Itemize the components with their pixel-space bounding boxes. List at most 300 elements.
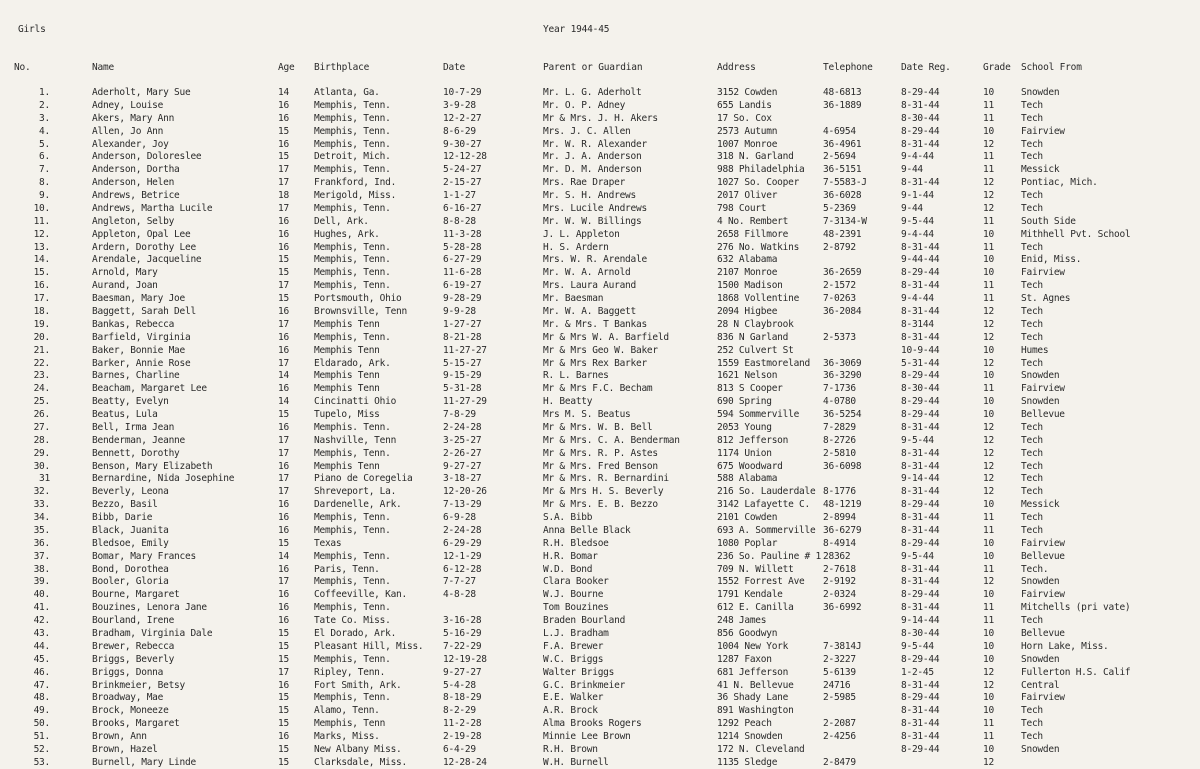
parent-guardian: F.A. Brewer (543, 640, 604, 652)
student-grade: 10 (983, 550, 994, 562)
student-address: 2017 Oliver (717, 190, 778, 201)
student-birthplace: Portsmouth, Ohio (314, 293, 402, 305)
table-row (0, 485, 1200, 498)
parent-guardian: Mr. S. H. Andrews (543, 190, 636, 201)
student-name: Allen, Jo Ann (92, 125, 164, 137)
table-row (0, 679, 1200, 692)
student-name: Aderholt, Mary Sue (92, 87, 191, 98)
student-birth-date: 8-21-28 (443, 331, 482, 343)
student-telephone: 36-2084 (823, 306, 862, 317)
student-name: Brown, Hazel (92, 743, 158, 755)
student-birth-date: 11-27-27 (443, 344, 487, 356)
student-address: 681 Jefferson (717, 666, 789, 678)
student-birthplace: Memphis, Tenn. (314, 125, 391, 137)
row-number: 9. (39, 190, 50, 201)
student-birthplace: Memphis Tenn (314, 460, 380, 472)
student-age: 16 (278, 331, 289, 343)
student-address: 4 No. Rembert (717, 215, 789, 227)
student-address: 836 N Garland (717, 331, 789, 343)
student-name: Briggs, Donna (92, 666, 164, 678)
student-address: 1135 Sledge (717, 756, 778, 768)
student-age: 16 (278, 679, 289, 691)
student-birthplace: Atlanta, Ga. (314, 87, 380, 98)
row-number: 30. (33, 460, 50, 472)
parent-guardian: H.R. Bomar (543, 550, 598, 562)
student-birth-date: 7-7-27 (443, 576, 476, 588)
student-grade: 11 (983, 215, 994, 227)
student-age: 16 (278, 215, 289, 227)
school-from: Mithhell Pvt. School (1021, 228, 1131, 240)
student-address: 1007 Monroe (717, 138, 778, 150)
student-birth-date: 11-6-28 (443, 267, 482, 279)
student-name: Brown, Ann (92, 731, 147, 742)
student-address: 3142 Lafayette C. (717, 499, 810, 511)
table-row (0, 575, 1200, 588)
student-address: 2101 Cowden (717, 512, 778, 523)
school-from: Enid, Miss. (1021, 254, 1082, 266)
student-birth-date: 9-15-29 (443, 370, 482, 382)
student-address: 2573 Autumn (717, 125, 778, 137)
student-age: 17 (278, 177, 289, 189)
student-birth-date: 9-9-28 (443, 306, 476, 317)
student-birth-date: 9-27-27 (443, 666, 482, 678)
table-row (0, 112, 1200, 125)
student-birthplace: Nashville, Tenn (314, 434, 397, 446)
registration-date: 8-31-44 (901, 602, 940, 614)
school-from: Humes (1021, 344, 1049, 356)
student-age: 14 (278, 550, 289, 562)
student-birthplace: Detroit, Mich. (314, 151, 391, 163)
student-address: 612 E. Canilla (717, 602, 794, 614)
school-from: Bellevue (1021, 628, 1065, 639)
student-birth-date: 5-4-28 (443, 679, 476, 691)
parent-guardian: G.C. Brinkmeier (543, 679, 626, 691)
student-birthplace: Memphis. Tenn. (314, 421, 391, 433)
student-name: Barfield, Virginia (92, 331, 191, 343)
student-telephone: 2-5373 (823, 331, 856, 343)
student-name: Bouzines, Lenora Jane (92, 602, 207, 614)
school-from: Fullerton H.S. Calif (1021, 666, 1131, 678)
table-row (0, 511, 1200, 524)
row-number: 4. (39, 125, 50, 137)
student-age: 16 (278, 602, 289, 614)
student-birthplace: Marks, Miss. (314, 731, 380, 742)
sheet-year-title: Year 1944-45 (543, 24, 610, 35)
student-address: 709 N. Willett (717, 563, 794, 575)
student-birthplace: Dardenelle, Ark. (314, 499, 402, 511)
school-from: Tech. (1021, 563, 1049, 575)
parent-guardian: Mr & Mrs. J. H. Akers (543, 112, 658, 124)
student-telephone: 7-3134-W (823, 215, 867, 227)
student-birthplace: New Albany Miss. (314, 743, 402, 755)
student-grade: 12 (983, 190, 994, 201)
parent-guardian: R. L. Barnes (543, 370, 609, 382)
row-number: 53. (33, 756, 50, 768)
student-name: Brooks, Margaret (92, 718, 180, 730)
table-row (0, 730, 1200, 743)
student-age: 16 (278, 512, 289, 523)
row-number: 33. (33, 499, 50, 511)
registration-date: 8-29-44 (901, 396, 940, 408)
student-telephone: 36-6028 (823, 190, 862, 201)
student-grade: 12 (983, 756, 994, 768)
student-birthplace: Memphis Tenn (314, 370, 380, 382)
table-row (0, 537, 1200, 550)
student-telephone: 36-6279 (823, 524, 862, 536)
student-age: 16 (278, 112, 289, 124)
parent-guardian: Anna Belle Black (543, 524, 631, 536)
student-telephone: 2-8792 (823, 241, 856, 253)
student-age: 15 (278, 653, 289, 665)
row-number: 11. (33, 215, 50, 227)
student-telephone: 2-9192 (823, 576, 856, 588)
row-number: 21. (33, 344, 50, 356)
student-address: 318 N. Garland (717, 151, 794, 163)
student-name: Akers, Mary Ann (92, 112, 175, 124)
student-birthplace: Paris, Tenn. (314, 563, 380, 575)
registration-date: 8-31-44 (901, 486, 940, 498)
registration-date: 9-4-44 (901, 228, 934, 240)
student-grade: 11 (983, 524, 994, 536)
student-telephone: 8-2726 (823, 434, 856, 446)
student-address: 2107 Monroe (717, 267, 778, 279)
table-row (0, 756, 1200, 769)
student-name: Appleton, Opal Lee (92, 228, 191, 240)
student-age: 15 (278, 151, 289, 163)
student-birth-date: 11-2-28 (443, 718, 482, 730)
student-birth-date: 6-9-28 (443, 512, 476, 523)
parent-guardian: Mr. & Mrs. T Bankas (543, 318, 647, 330)
table-row (0, 421, 1200, 434)
student-age: 16 (278, 344, 289, 356)
student-address: 1292 Peach (717, 718, 772, 730)
student-address: 2094 Higbee (717, 306, 778, 317)
school-from: Snowden (1021, 653, 1060, 665)
table-row (0, 266, 1200, 279)
table-row (0, 202, 1200, 215)
table-row (0, 704, 1200, 717)
parent-guardian: Mr & Mrs. W. B. Bell (543, 421, 653, 433)
student-grade: 10 (983, 228, 994, 240)
student-birthplace: Eldarado, Ark. (314, 357, 391, 369)
registration-date: 9-14-44 (901, 473, 940, 485)
student-name: Beatty, Evelyn (92, 396, 169, 408)
school-from: Fairview (1021, 589, 1065, 601)
student-address: 2053 Young (717, 421, 772, 433)
parent-guardian: Mr & Mrs H. S. Beverly (543, 486, 664, 498)
student-name: Bezzo, Basil (92, 499, 158, 511)
student-birth-date: 9-27-27 (443, 460, 482, 472)
student-birth-date: 12-20-26 (443, 486, 487, 498)
student-name: Anderson, Doloreslee (92, 151, 202, 163)
school-from: Tech (1021, 615, 1043, 627)
student-birthplace: Ripley, Tenn. (314, 666, 386, 678)
student-telephone: 24716 (823, 679, 851, 691)
school-from: Fairview (1021, 537, 1065, 549)
registration-date: 8-29-44 (901, 267, 940, 279)
student-address: 28 N Claybrook (717, 318, 794, 330)
student-name: Bennett, Dorothy (92, 447, 180, 459)
registration-date: 9-4-44 (901, 151, 934, 163)
registration-date: 8-29-44 (901, 743, 940, 755)
student-age: 15 (278, 705, 289, 717)
col-header-date-reg: Date Reg. (901, 62, 951, 73)
school-from: Pontiac, Mich. (1021, 177, 1098, 189)
student-grade: 11 (983, 718, 994, 730)
student-grade: 10 (983, 267, 994, 279)
school-from: Tech (1021, 512, 1043, 523)
student-birthplace: Memphis Tenn (314, 318, 380, 330)
registration-date: 8-29-44 (901, 87, 940, 98)
student-birth-date: 6-29-29 (443, 537, 482, 549)
student-birth-date: 5-24-27 (443, 164, 482, 176)
student-birthplace: Cincinatti Ohio (314, 396, 397, 408)
table-row (0, 640, 1200, 653)
parent-guardian: W.J. Bourne (543, 589, 604, 601)
student-grade: 10 (983, 344, 994, 356)
student-telephone: 4-0780 (823, 396, 856, 408)
student-name: Brinkmeier, Betsy (92, 679, 185, 691)
student-age: 15 (278, 254, 289, 266)
parent-guardian: Mrs. Lucile Andrews (543, 202, 647, 214)
table-row (0, 395, 1200, 408)
registration-date: 8-31-44 (901, 512, 940, 523)
parent-guardian: Mr & Mrs Geo W. Baker (543, 344, 658, 356)
school-from: Horn Lake, Miss. (1021, 640, 1109, 652)
row-number: 41. (33, 602, 50, 614)
student-address: 248 James (717, 615, 767, 627)
student-address: 216 So. Lauderdale (717, 486, 816, 498)
table-row (0, 614, 1200, 627)
student-birthplace: Coffeeville, Kan. (314, 589, 407, 601)
student-name: Bledsoe, Emily (92, 537, 169, 549)
student-address: 813 S Cooper (717, 383, 783, 395)
student-birthplace: Frankford, Ind. (314, 177, 397, 189)
student-age: 15 (278, 718, 289, 730)
registration-date: 8-29-44 (901, 537, 940, 549)
student-grade: 10 (983, 125, 994, 137)
table-row (0, 627, 1200, 640)
student-birth-date: 9-30-27 (443, 138, 482, 150)
student-birth-date: 12-1-29 (443, 550, 482, 562)
student-address: 41 N. Bellevue (717, 679, 794, 691)
student-address: 632 Alabama (717, 254, 778, 266)
school-from: Tech (1021, 705, 1043, 717)
student-age: 16 (278, 524, 289, 536)
registration-date: 8-31-44 (901, 460, 940, 472)
row-number: 48. (33, 692, 50, 704)
student-name: Angleton, Selby (92, 215, 175, 227)
table-row (0, 241, 1200, 254)
student-name: Bell, Irma Jean (92, 421, 175, 433)
registration-date: 9-4-44 (901, 293, 934, 305)
row-number: 29. (33, 447, 50, 459)
school-from: Tech (1021, 306, 1043, 317)
col-header-school: School From (1021, 62, 1082, 73)
student-age: 15 (278, 409, 289, 420)
student-birth-date: 12-12-28 (443, 151, 487, 163)
parent-guardian: E.E. Walker (543, 692, 604, 704)
student-grade: 10 (983, 370, 994, 382)
parent-guardian: Minnie Lee Brown (543, 731, 631, 742)
student-birthplace: Memphis, Tenn. (314, 164, 391, 176)
student-birth-date: 5-15-27 (443, 357, 482, 369)
student-birth-date: 1-27-27 (443, 318, 482, 330)
table-row (0, 150, 1200, 163)
table-row (0, 563, 1200, 576)
parent-guardian: Mr & Mrs Rex Barker (543, 357, 647, 369)
registration-date: 8-31-44 (901, 138, 940, 150)
col-header-age: Age (278, 62, 295, 73)
student-name: Barker, Annie Rose (92, 357, 191, 369)
row-number: 43. (33, 628, 50, 639)
student-age: 15 (278, 267, 289, 279)
student-address: 276 No. Watkins (717, 241, 800, 253)
row-number: 36. (33, 537, 50, 549)
row-number: 27. (33, 421, 50, 433)
student-birth-date: 6-12-28 (443, 563, 482, 575)
student-grade: 11 (983, 731, 994, 742)
student-birth-date: 11-27-29 (443, 396, 487, 408)
student-grade: 12 (983, 434, 994, 446)
student-birth-date: 8-6-29 (443, 125, 476, 137)
student-address: 1559 Eastmoreland (717, 357, 810, 369)
student-grade: 12 (983, 138, 994, 150)
student-grade: 10 (983, 87, 994, 98)
school-from: Bellevue (1021, 550, 1065, 562)
sheet-category-label: Girls (18, 24, 46, 35)
student-address: 17 So. Cox (717, 112, 772, 124)
parent-guardian: Mrs. J. C. Allen (543, 125, 631, 137)
col-header-telephone: Telephone (823, 62, 873, 73)
student-birth-date: 6-16-27 (443, 202, 482, 214)
row-number: 18. (33, 306, 50, 317)
student-age: 14 (278, 396, 289, 408)
school-from: Tech (1021, 434, 1043, 446)
student-name: Ardern, Dorothy Lee (92, 241, 196, 253)
school-from: Fairview (1021, 125, 1065, 137)
student-grade: 10 (983, 396, 994, 408)
student-birth-date: 3-25-27 (443, 434, 482, 446)
student-age: 17 (278, 318, 289, 330)
parent-guardian: W.H. Burnell (543, 756, 609, 768)
student-address: 891 Washington (717, 705, 794, 717)
registration-date: 8-31-44 (901, 731, 940, 742)
school-from: Tech (1021, 280, 1043, 292)
table-row (0, 588, 1200, 601)
registration-date: 5-31-44 (901, 357, 940, 369)
student-birth-date: 5-16-29 (443, 628, 482, 639)
row-number: 42. (33, 615, 50, 627)
student-birthplace: Dell, Ark. (314, 215, 369, 227)
student-birthplace: Texas (314, 537, 342, 549)
registration-date: 8-31-44 (901, 563, 940, 575)
col-header-date: Date (443, 62, 466, 73)
row-number: 16. (33, 280, 50, 292)
student-grade: 12 (983, 473, 994, 485)
student-telephone: 48-1219 (823, 499, 862, 511)
student-address: 1027 So. Cooper (717, 177, 800, 189)
student-age: 17 (278, 164, 289, 176)
school-from: Tech (1021, 112, 1043, 124)
row-number: 12. (33, 228, 50, 240)
student-age: 16 (278, 306, 289, 317)
student-age: 16 (278, 383, 289, 395)
student-name: Barnes, Charline (92, 370, 180, 382)
parent-guardian: Alma Brooks Rogers (543, 718, 642, 730)
table-row (0, 292, 1200, 305)
school-from: Tech (1021, 357, 1043, 369)
student-birthplace: Memphis, Tenn. (314, 550, 391, 562)
student-birthplace: Memphis, Tenn. (314, 653, 391, 665)
student-birthplace: Memphis Tenn (314, 344, 380, 356)
table-row (0, 408, 1200, 421)
registration-date: 9-44 (901, 202, 923, 214)
row-number: 34. (33, 512, 50, 523)
student-address: 1500 Madison (717, 280, 783, 292)
row-number: 10. (33, 202, 50, 214)
row-number: 37. (33, 550, 50, 562)
school-from: Snowden (1021, 370, 1060, 382)
table-row (0, 253, 1200, 266)
row-number: 2. (39, 99, 50, 111)
student-address: 1552 Forrest Ave (717, 576, 805, 588)
parent-guardian: Mr. W. R. Alexander (543, 138, 647, 150)
row-number: 28. (33, 434, 50, 446)
student-address: 3152 Cowden (717, 87, 778, 98)
student-birth-date: 2-26-27 (443, 447, 482, 459)
student-name: Baker, Bonnie Mae (92, 344, 185, 356)
parent-guardian: Mr. W. A. Arnold (543, 267, 631, 279)
parent-guardian: Mr & Mrs. C. A. Benderman (543, 434, 680, 446)
student-birthplace: Memphis, Tenn. (314, 692, 391, 704)
student-name: Andrews, Martha Lucile (92, 202, 213, 214)
student-grade: 11 (983, 112, 994, 124)
row-number: 24. (33, 383, 50, 395)
student-address: 690 Spring (717, 396, 772, 408)
student-grade: 12 (983, 357, 994, 369)
student-address: 675 Woodward (717, 460, 783, 472)
registration-date: 9-14-44 (901, 615, 940, 627)
student-birthplace: Memphis, Tenn. (314, 512, 391, 523)
student-name: Alexander, Joy (92, 138, 169, 150)
row-number: 1. (39, 87, 50, 98)
student-name: Booler, Gloria (92, 576, 169, 588)
table-row (0, 163, 1200, 176)
table-row (0, 305, 1200, 318)
student-grade: 11 (983, 164, 994, 176)
student-age: 14 (278, 370, 289, 382)
school-from: Tech (1021, 241, 1043, 253)
table-row (0, 447, 1200, 460)
registration-date: 8-31-44 (901, 421, 940, 433)
student-birthplace: Memphis, Tenn. (314, 138, 391, 150)
parent-guardian: Mr & Mrs. R. P. Astes (543, 447, 658, 459)
student-name: Broadway, Mae (92, 692, 164, 704)
student-age: 17 (278, 202, 289, 214)
parent-guardian: R.H. Brown (543, 743, 598, 755)
school-from: Snowden (1021, 87, 1060, 98)
parent-guardian: Mrs. W. R. Arendale (543, 254, 647, 266)
table-row (0, 138, 1200, 151)
student-address: 1791 Kendale (717, 589, 783, 601)
student-name: Bradham, Virginia Dale (92, 628, 213, 639)
student-telephone: 2-5985 (823, 692, 856, 704)
student-telephone: 2-8479 (823, 756, 856, 768)
parent-guardian: S.A. Bibb (543, 512, 593, 523)
student-grade: 11 (983, 151, 994, 163)
student-birthplace: Memphis, Tenn. (314, 241, 391, 253)
